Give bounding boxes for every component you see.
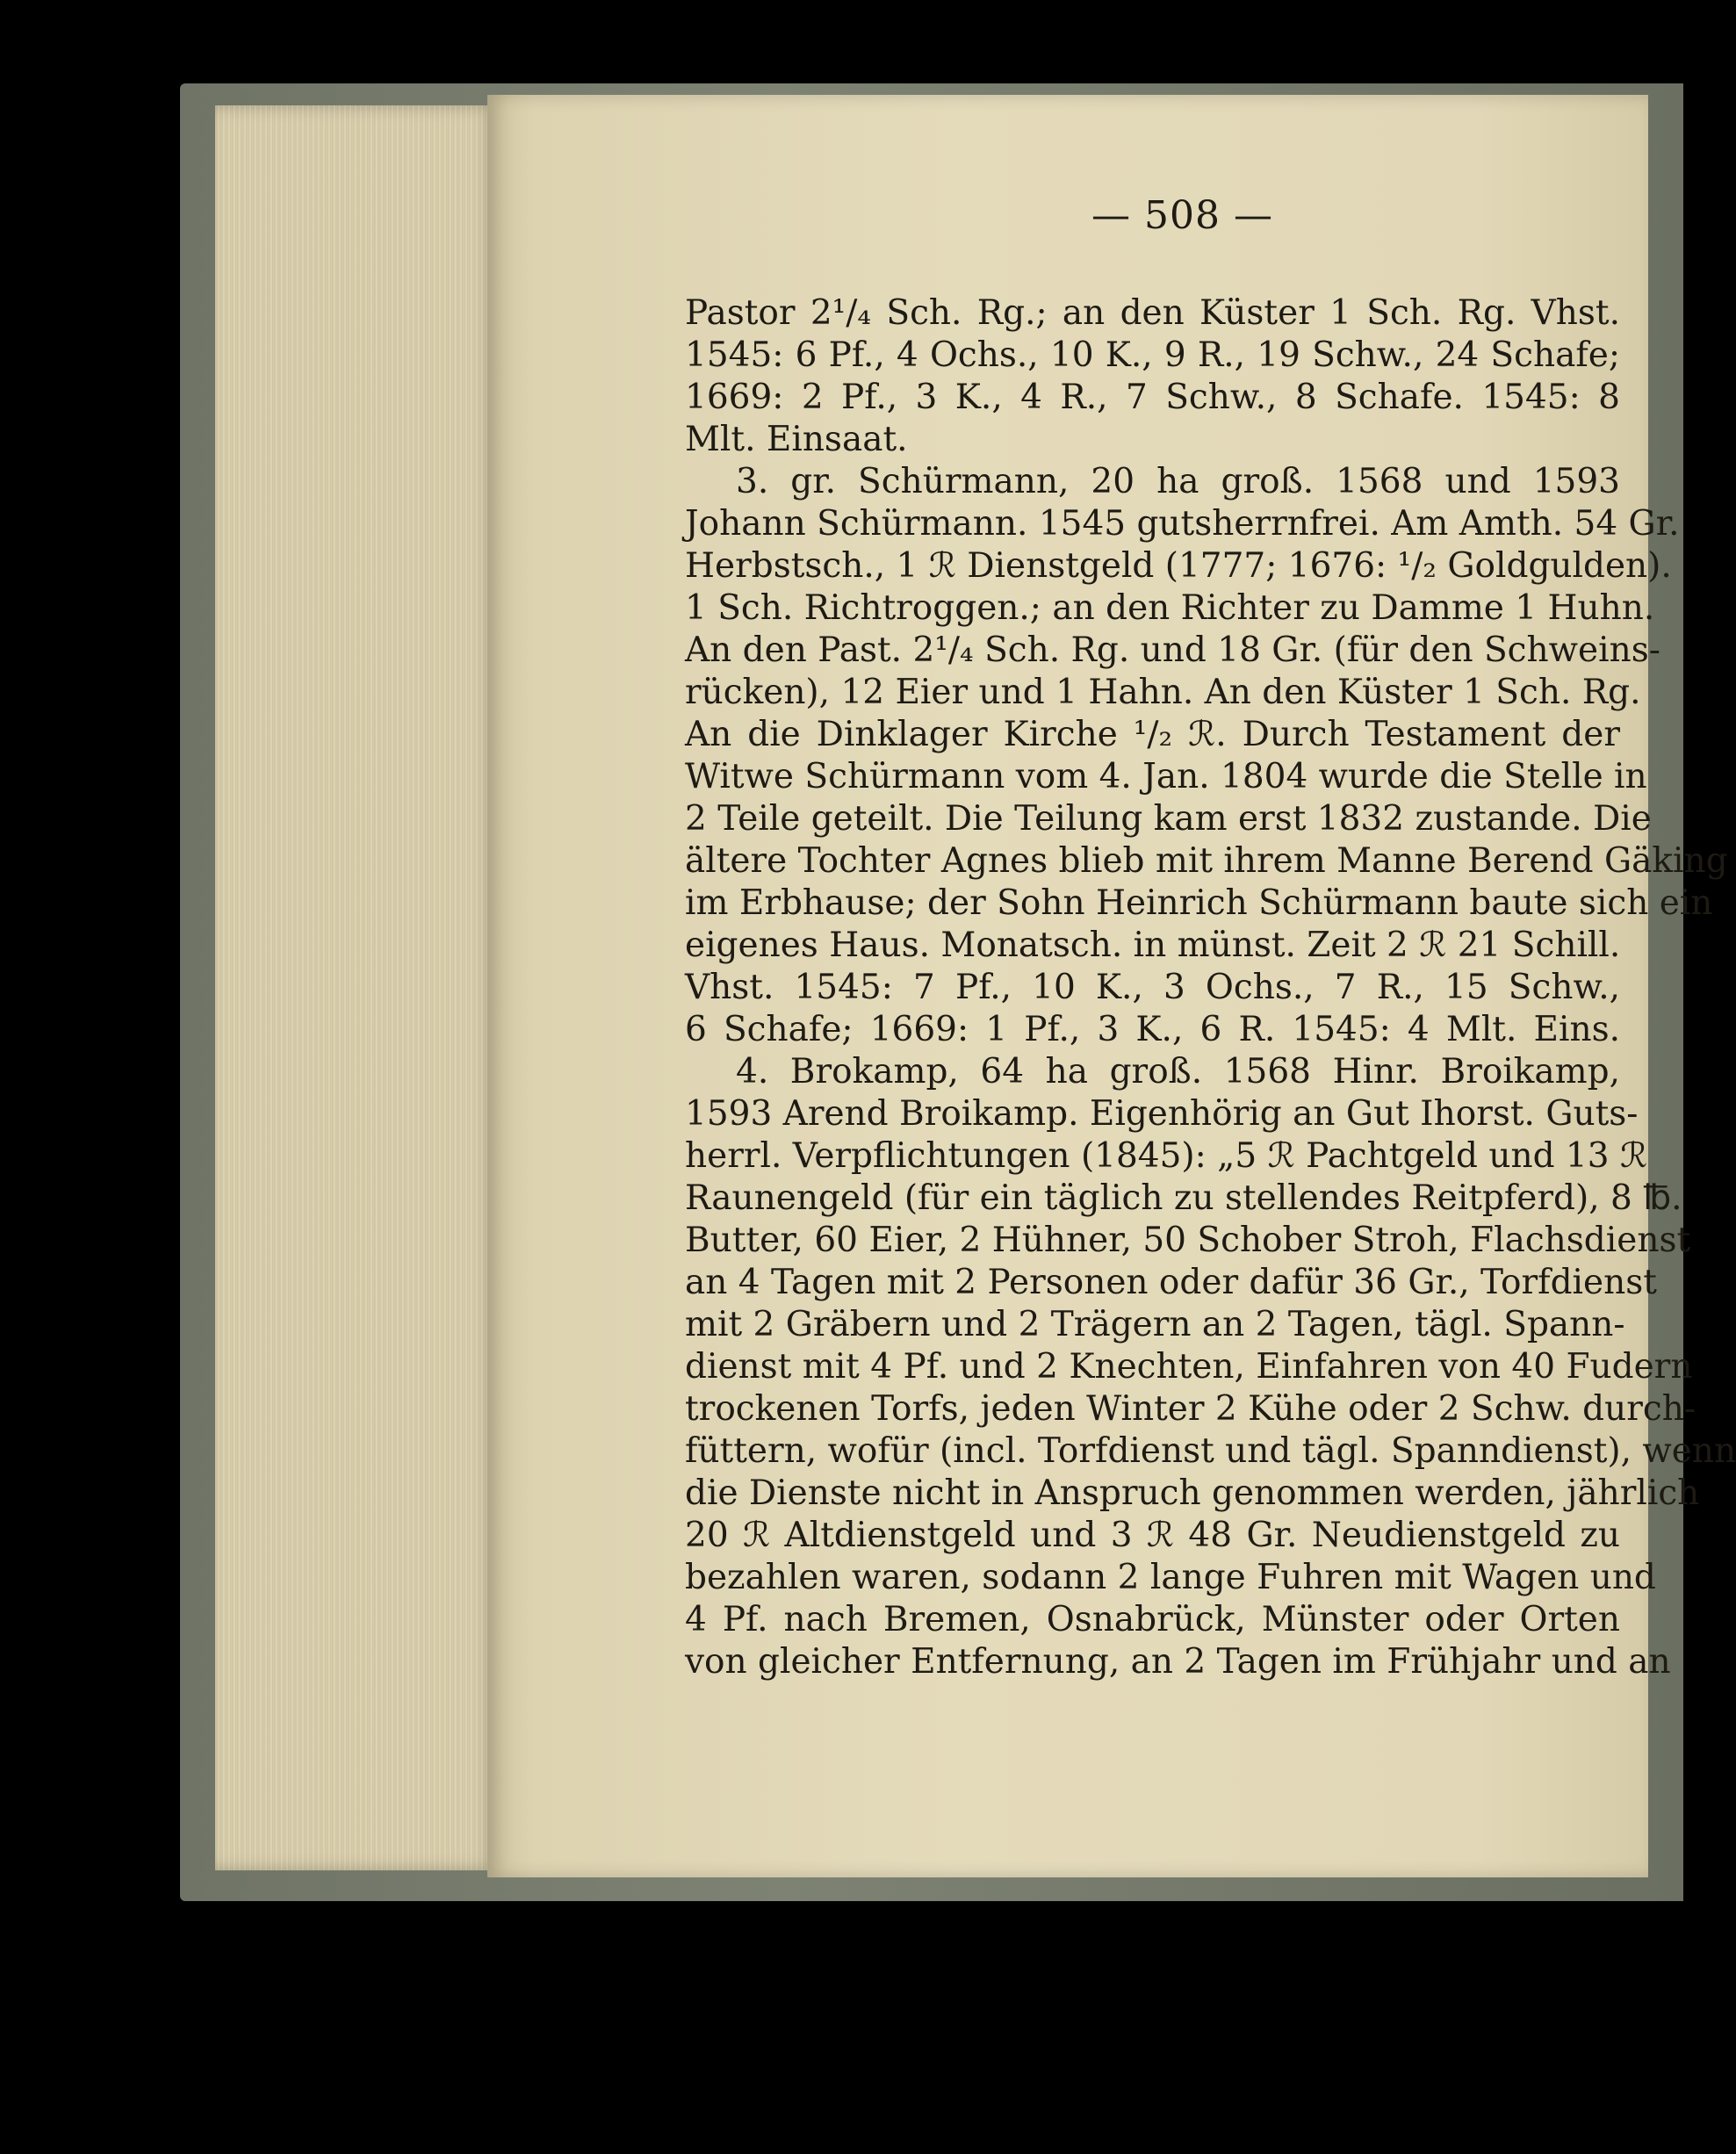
text-line: 2 Teile geteilt. Die Teilung kam erst 1832 zustande. Die	[685, 799, 1652, 839]
text-line: rücken), 12 Eier und 1 Hahn. An den Küster 1 Sch. Rg.	[685, 673, 1641, 712]
text-line: von gleicher Entfernung, an 2 Tagen im Frühjahr und an	[685, 1642, 1671, 1682]
text-line: mit 2 Gräbern und 2 Trägern an 2 Tagen, tägl. Spann-	[685, 1305, 1625, 1344]
text-line: Pastor 2¹/₄ Sch. Rg.; an den Küster 1 Sch. Rg. Vhst.	[685, 293, 1620, 333]
text-line: Raunengeld (für ein täglich zu stellendes Reitpferd), 8 ℔.	[685, 1178, 1682, 1218]
text-line: 1545: 6 Pf., 4 Ochs., 10 K., 9 R., 19 Schw., 24 Schafe;	[685, 335, 1620, 375]
text-line: An den Past. 2¹/₄ Sch. Rg. und 18 Gr. (für den Schweins-	[685, 630, 1660, 670]
text-line: Witwe Schürmann vom 4. Jan. 1804 wurde die Stelle in	[685, 757, 1647, 796]
text-line: Butter, 60 Eier, 2 Hühner, 50 Schober Stroh, Flachsdienst	[685, 1221, 1691, 1260]
text-line: Johann Schürmann. 1545 gutsherrnfrei. Am Amth. 54 Gr.	[685, 504, 1680, 544]
text-line: die Dienste nicht in Anspruch genommen werden, jährlich	[685, 1473, 1700, 1513]
text-line: 1 Sch. Richtroggen.; an den Richter zu Damme 1 Huhn.	[685, 588, 1655, 628]
text-line: 6 Schafe; 1669: 1 Pf., 3 K., 6 R. 1545: 4 Mlt. Eins.	[685, 1010, 1620, 1049]
text-line: 4 Pf. nach Bremen, Osnabrück, Münster oder Orten	[685, 1600, 1620, 1639]
text-line: ältere Tochter Agnes blieb mit ihrem Manne Berend Gäking	[685, 841, 1728, 881]
text-line: 3. gr. Schürmann, 20 ha groß. 1568 und 1593	[736, 462, 1620, 501]
page-number	[0, 193, 1683, 238]
text-line: 1669: 2 Pf., 3 K., 4 R., 7 Schw., 8 Schafe. 1545: 8	[685, 378, 1620, 417]
page-edges	[215, 105, 496, 1870]
text-line: trockenen Torfs, jeden Winter 2 Kühe oder 2 Schw. durch-	[685, 1389, 1696, 1429]
text-line: Mlt. Einsaat.	[685, 420, 908, 459]
text-line: Herbstsch., 1 ℛ Dienstgeld (1777; 1676: ¹/₂ Goldgulden).	[685, 546, 1672, 586]
text-line: Vhst. 1545: 7 Pf., 10 K., 3 Ochs., 7 R., 15 Schw.,	[685, 968, 1620, 1007]
text-line: füttern, wofür (incl. Torfdienst und tägl. Spanndienst), wenn	[685, 1431, 1736, 1471]
text-line: 20 ℛ Altdienstgeld und 3 ℛ 48 Gr. Neudienstgeld zu	[685, 1516, 1620, 1555]
text-block	[685, 292, 1736, 1683]
text-line: eigenes Haus. Monatsch. in münst. Zeit 2 ℛ 21 Schill.	[685, 926, 1621, 965]
text-line: im Erbhause; der Sohn Heinrich Schürmann baute sich ein	[685, 883, 1713, 923]
text-line: dienst mit 4 Pf. und 2 Knechten, Einfahren von 40 Fudern	[685, 1347, 1693, 1387]
text-line: 1593 Arend Broikamp. Eigenhörig an Gut Ihorst. Guts-	[685, 1094, 1639, 1134]
text-line: bezahlen waren, sodann 2 lange Fuhren mit Wagen und	[685, 1558, 1656, 1597]
text-line: An die Dinklager Kirche ¹/₂ ℛ. Durch Testament der	[685, 715, 1620, 754]
text-line: 4. Brokamp, 64 ha groß. 1568 Hinr. Broikamp,	[736, 1052, 1620, 1091]
text-line: herrl. Verpflichtungen (1845): „5 ℛ Pachtgeld und 13 ℛ	[685, 1136, 1648, 1176]
text-line: an 4 Tagen mit 2 Personen oder dafür 36 Gr., Torfdienst	[685, 1263, 1657, 1302]
page-number-text: — 508 —	[1091, 193, 1273, 238]
